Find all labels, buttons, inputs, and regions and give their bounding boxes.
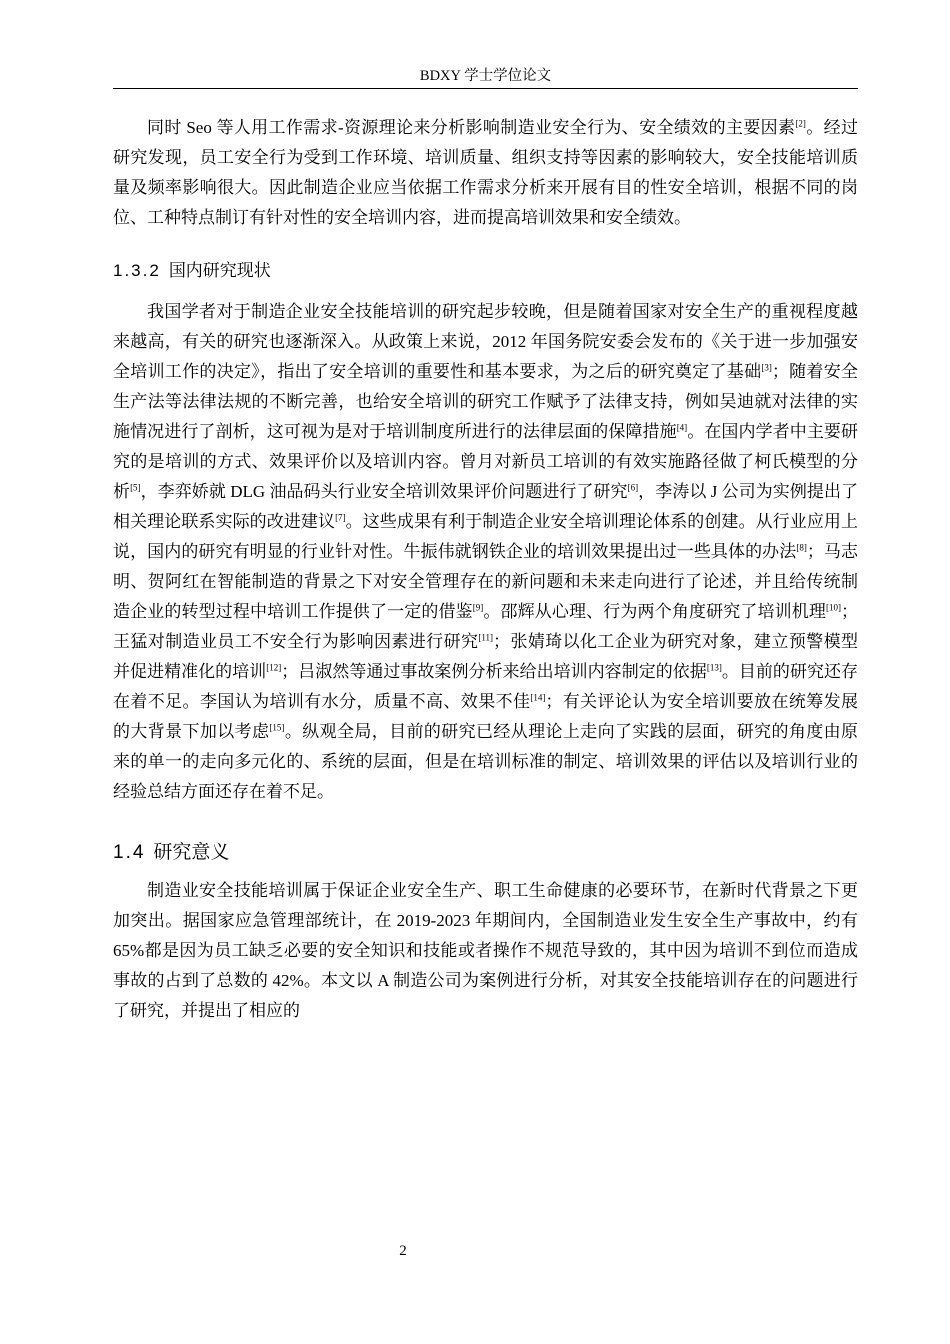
citation-marker: [13]	[706, 662, 722, 673]
page-number: 2	[399, 1243, 407, 1259]
paragraph-1: 同时 Seo 等人用工作需求-资源理论来分析影响制造业安全行为、安全绩效的主要因素[2]。经过研究发现，员工安全行为受到工作环境、培训质量、组织支持等因素的影响较大，安全技能培训质量及频率影响很大。因此制造企业应当依据工作需求分析来开展有目的性安全培训，根据不同的岗位、工种特点制订有针对性的安全培训内容，进而提高培训效果和安全绩效。	[113, 118, 858, 227]
citation-marker: [6]	[627, 482, 639, 493]
citation-marker: [2]	[795, 118, 806, 129]
section-heading-1-4	[113, 807, 858, 876]
citation-marker: [15]	[269, 722, 285, 733]
citation-marker: [8]	[796, 542, 807, 553]
citation-marker: [11]	[478, 632, 494, 643]
section-title: 国内研究现状	[168, 261, 271, 280]
body-text	[113, 113, 858, 1026]
section-title: 研究意义	[153, 842, 230, 863]
header-rule	[113, 88, 858, 89]
citation-marker: [5]	[130, 482, 141, 493]
citation-marker: [12]	[266, 662, 282, 673]
citation-marker: [9]	[472, 602, 484, 613]
paragraph-3: 制造业安全技能培训属于保证企业安全生产、职工生命健康的必要环节，在新时代背景之下更加突出。据国家应急管理部统计，在 2019-2023 年期间内，全国制造业发生安全生产事故中，约有 65%都是因为员工缺乏必要的安全知识和技能或者操作不规范导致的，其中因为培训不到位而造成事故的占到了总数的 42%。本文以 A 制造公司为案例进行分析，对其安全技能培训存在的问题进行了研究，并提出了相应的	[113, 881, 858, 1020]
section-heading-1-3-2	[113, 233, 858, 297]
section-number: 1.3.2	[113, 261, 161, 280]
citation-marker: [3]	[761, 362, 772, 373]
citation-marker: [7]	[335, 512, 346, 523]
citation-marker: [14]	[530, 692, 546, 703]
paragraph-2: 我国学者对于制造企业安全技能培训的研究起步较晚，但是随着国家对安全生产的重视程度越来越高，有关的研究也逐渐深入。从政策上来说，2012 年国务院安委会发布的《关于进一步加强安全培训工作的决定》，指出了安全培训的重要性和基本要求，为之后的研究奠定了基础[3]；随着安全生产法等法律法规的不断完善，也给安全培训的研究工作赋予了法律支持，例如吴迪就对法律的实施情况进行了剖析，这可视为是对于培训制度所进行的法律层面的保障措施[4]。在国内学者中主要研究的是培训的方式、效果评价以及培训内容。曾月对新员工培训的有效实施路径做了柯氏模型的分析[5]，李弈娇就 DLG 油品码头行业安全培训效果评价问题进行了研究[6]，李涛以 J 公司为实例提出了相关理论联系实际的改进建议[7]。这些成果有利于制造企业安全培训理论体系的创建。从行业应用上说，国内的研究有明显的行业针对性。牛振伟就钢铁企业的培训效果提出过一些具体的办法[8]；马志明、贺阿红在智能制造的背景之下对安全管理存在的新问题和未来走向进行了论述，并且给传统制造企业的转型过程中培训工作提供了一定的借鉴[9]。邵辉从心理、行为两个角度研究了培训机理[10]；王猛对制造业员工不安全行为影响因素进行研究[11]；张婧琦以化工企业为研究对象，建立预警模型并促进精准化的培训[12]；吕淑然等通过事故案例分析来给出培训内容制定的依据[13]。目前的研究还存在着不足。李国认为培训有水分，质量不高、效果不佳[14]；有关评论认为安全培训要放在统筹发展的大背景下加以考虑[15]。纵观全局，目前的研究已经从理论上走向了实践的层面，研究的角度由原来的单一的走向多元化的、系统的层面，但是在培训标准的制定、培训效果的评估以及培训行业的经验总结方面还存在着不足。	[113, 302, 859, 801]
running-header: BDXY 学士学位论文	[419, 68, 552, 84]
citation-marker: [4]	[676, 422, 688, 433]
section-number: 1.4	[113, 842, 146, 863]
citation-marker: [10]	[826, 602, 841, 613]
